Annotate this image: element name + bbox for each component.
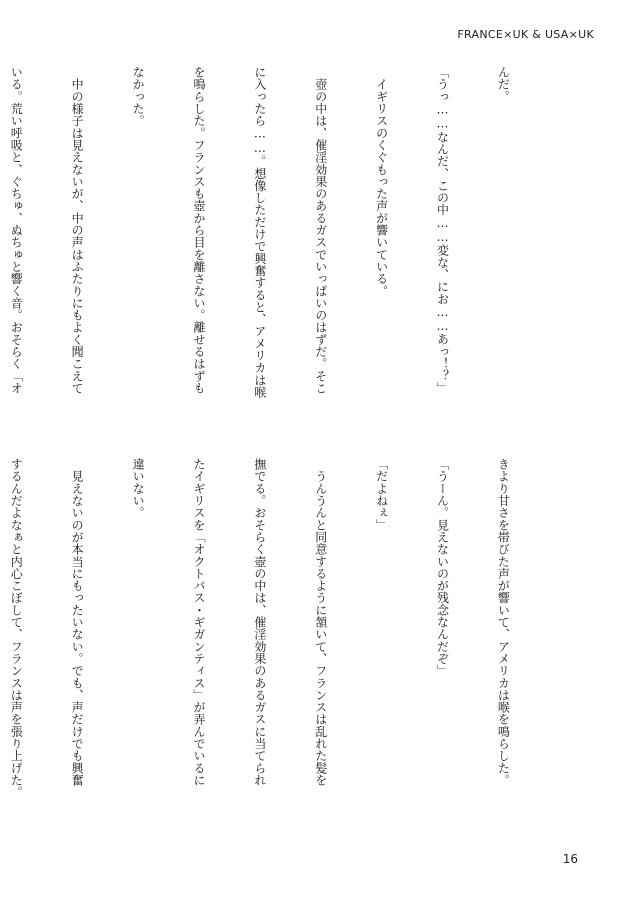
- text-line: 「うっ……なんだ、この中……変な、にお……あっ！？」: [435, 66, 450, 394]
- text-line: うんうんと同意するように頷いて、フランスは乱れた髪を: [313, 458, 328, 787]
- text-line: 「だよねぇ」: [374, 458, 389, 531]
- text-line: んだ。: [496, 66, 511, 103]
- text-line: たイギリスを「オクトパス・ギガンティス」が弄んでいるに: [191, 458, 206, 787]
- top-text-block: [9, 66, 554, 422]
- text-line: 撫でる。おそらく壺の中は、催淫効果のあるガスに当てられ: [252, 458, 267, 787]
- text-line: 違いない。: [131, 458, 146, 519]
- text-line: に入ったら……。想像しただけで興奮すると、アメリカは喉: [252, 66, 267, 399]
- text-line: を鳴らした。フランスも壺から目を離さない。離せるはずも: [191, 66, 206, 395]
- page-number: 16: [562, 852, 578, 866]
- text-line: するんだよなぁと内心こぼして、フランスは声を張り上げた。: [9, 458, 24, 799]
- bottom-text-block: [9, 458, 554, 844]
- text-line: 見えないのが本当にもったいない。でも、声だけでも興奮: [70, 458, 85, 787]
- text-line: 壺の中は、催淫効果のあるガスでいっぱいのはずだ。そこ: [313, 66, 328, 395]
- text-line: いる。荒い呼吸と、ぐちゅ、ぬちゅと響く音。おそらく「オ: [9, 66, 24, 395]
- text-line: なかった。: [131, 66, 146, 127]
- text-line: 「うーん。見えないのが残念なんだぞ」: [435, 458, 450, 677]
- text-line: 中の様子は見えないが、中の声はふたりにもよく聞こえて: [70, 66, 85, 395]
- text-line: イギリスのくぐもった声が響いている。: [374, 66, 389, 297]
- text-line: きより甘さを帯びた声が響いて、アメリカは喉を鳴らした。: [496, 458, 511, 787]
- running-header: FRANCE×UK & USA×UK: [457, 28, 594, 41]
